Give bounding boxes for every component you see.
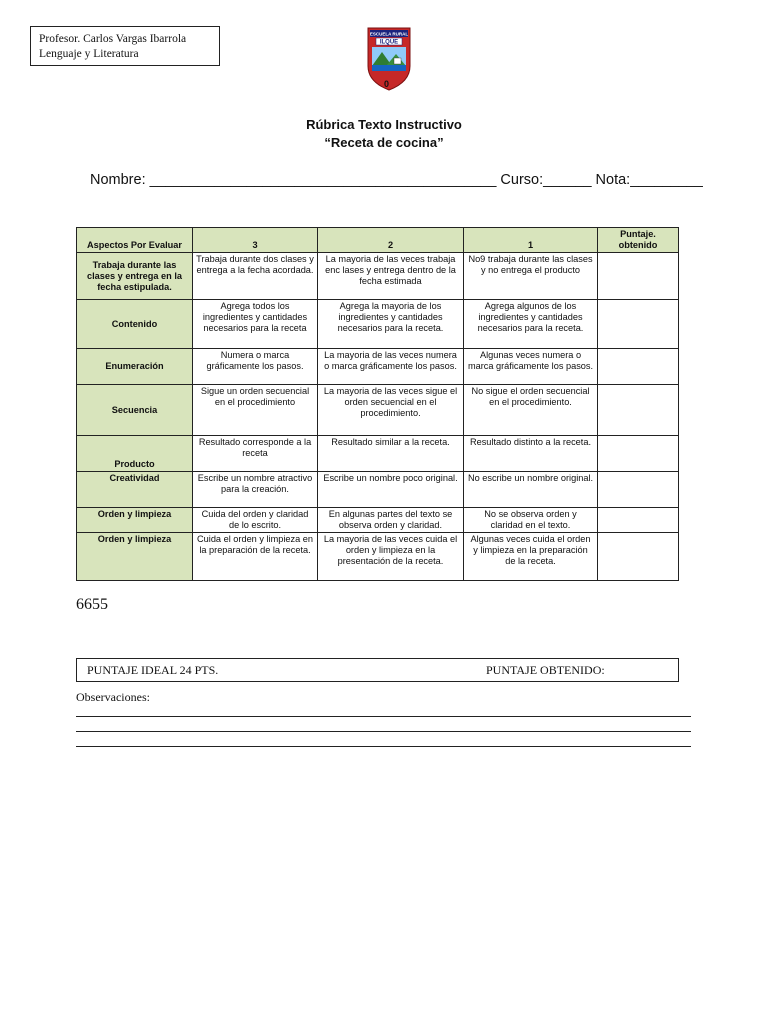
rubric-row [77,436,679,472]
level-2-cell: La mayoria de las veces sigue el orden secuencial en el procedimiento. [318,385,464,436]
header-score: Puntaje. obtenido [598,228,679,253]
score-summary-box [76,658,679,682]
score-cell[interactable] [598,436,679,472]
level-2-cell: Agrega la mayoria de los ingredientes y cantidades necesarios para la receta. [318,300,464,349]
rubric-row [77,253,679,300]
level-3-cell: Sigue un orden secuencial en el procedimiento [193,385,318,436]
aspect-cell: Creatividad [77,472,193,508]
observation-line[interactable] [76,746,691,747]
observations-label: Observaciones: [76,690,150,704]
logo-name: ILQUE [379,39,399,46]
subject-name: Lenguaje y Literatura [39,48,139,60]
level-1-cell: Agrega algunos de los ingredientes y cantidades necesarios para la receta. [464,300,598,349]
level-2-cell: La mayoria de las veces numera o marca gráficamente los pasos. [318,349,464,385]
document-subtitle: “Receta de cocina” [324,135,444,150]
ideal-score-label: PUNTAJE IDEAL 24 PTS. [87,663,219,677]
teacher-name: Profesor. Carlos Vargas Ibarrola [39,33,187,45]
rubric-row [77,385,679,436]
level-1-cell: Algunas veces numera o marca gráficamente los pasos. [464,349,598,385]
header-level-3: 3 [193,228,318,253]
score-cell[interactable] [598,533,679,581]
score-cell[interactable] [598,300,679,349]
logo-bottom-text: 0 [384,79,390,89]
rubric-row [77,508,679,533]
level-2-cell: Escribe un nombre poco original. [318,472,464,508]
level-2-cell: La mayoria de las veces trabaja enc lases y entrega dentro de la fecha estimada [318,253,464,300]
level-3-cell: Numera o marca gráficamente los pasos. [193,349,318,385]
obtained-score-label[interactable]: PUNTAJE OBTENIDO: [486,663,605,677]
level-1-cell: No se observa orden y claridad en el texto. [464,508,598,533]
student-info-line: Nombre: ___________________________________________ Curso:______ Nota:_________ [90,172,703,188]
header-level-2: 2 [318,228,464,253]
rubric-row [77,472,679,508]
logo-top-text: ESCUELA RURAL [369,31,409,37]
observation-line[interactable] [76,716,691,717]
level-1-cell: No sigue el orden secuencial en el procedimiento. [464,385,598,436]
aspect-cell: Producto [77,436,193,472]
document-number: 6655 [76,596,108,613]
level-3-cell: Cuida del orden y claridad de lo escrito. [193,508,318,533]
score-cell[interactable] [598,349,679,385]
score-cell[interactable] [598,385,679,436]
aspect-cell: Orden y limpieza [77,533,193,581]
rubric-row [77,349,679,385]
aspect-cell: Orden y limpieza [77,508,193,533]
observation-line[interactable] [76,731,691,732]
level-2-cell: La mayoria de las veces cuida el orden y limpieza en la presentación de la receta. [318,533,464,581]
level-2-cell: Resultado similar a la receta. [318,436,464,472]
aspect-cell: Secuencia [77,385,193,436]
teacher-info-box [30,26,220,66]
rubric-row [77,533,679,581]
level-3-cell: Escribe un nombre atractivo para la creación. [193,472,318,508]
score-cell[interactable] [598,472,679,508]
level-3-cell: Agrega todos los ingredientes y cantidades necesarios para la receta [193,300,318,349]
document-title: Rúbrica Texto Instructivo [306,117,462,132]
level-3-cell: Cuida el orden y limpieza en la preparación de la receta. [193,533,318,581]
level-1-cell: Resultado distinto a la receta. [464,436,598,472]
level-3-cell: Resultado corresponde a la receta [193,436,318,472]
header-aspects: Aspectos Por Evaluar [77,228,193,253]
level-2-cell: En algunas partes del texto se observa orden y claridad. [318,508,464,533]
aspect-cell: Contenido [77,300,193,349]
aspect-cell: Trabaja durante las clases y entrega en la fecha estipulada. [77,253,193,300]
score-cell[interactable] [598,253,679,300]
level-3-cell: Trabaja durante dos clases y entrega a la fecha acordada. [193,253,318,300]
score-cell[interactable] [598,508,679,533]
school-crest-logo [364,24,414,92]
rubric-table [76,227,679,581]
aspect-cell: Enumeración [77,349,193,385]
rubric-row [77,300,679,349]
level-1-cell: Algunas veces cuida el orden y limpieza en la preparación de la receta. [464,533,598,581]
rubric-header-row [77,228,679,253]
level-1-cell: No9 trabaja durante las clases y no entrega el producto [464,253,598,300]
header-level-1: 1 [464,228,598,253]
level-1-cell: No escribe un nombre original. [464,472,598,508]
